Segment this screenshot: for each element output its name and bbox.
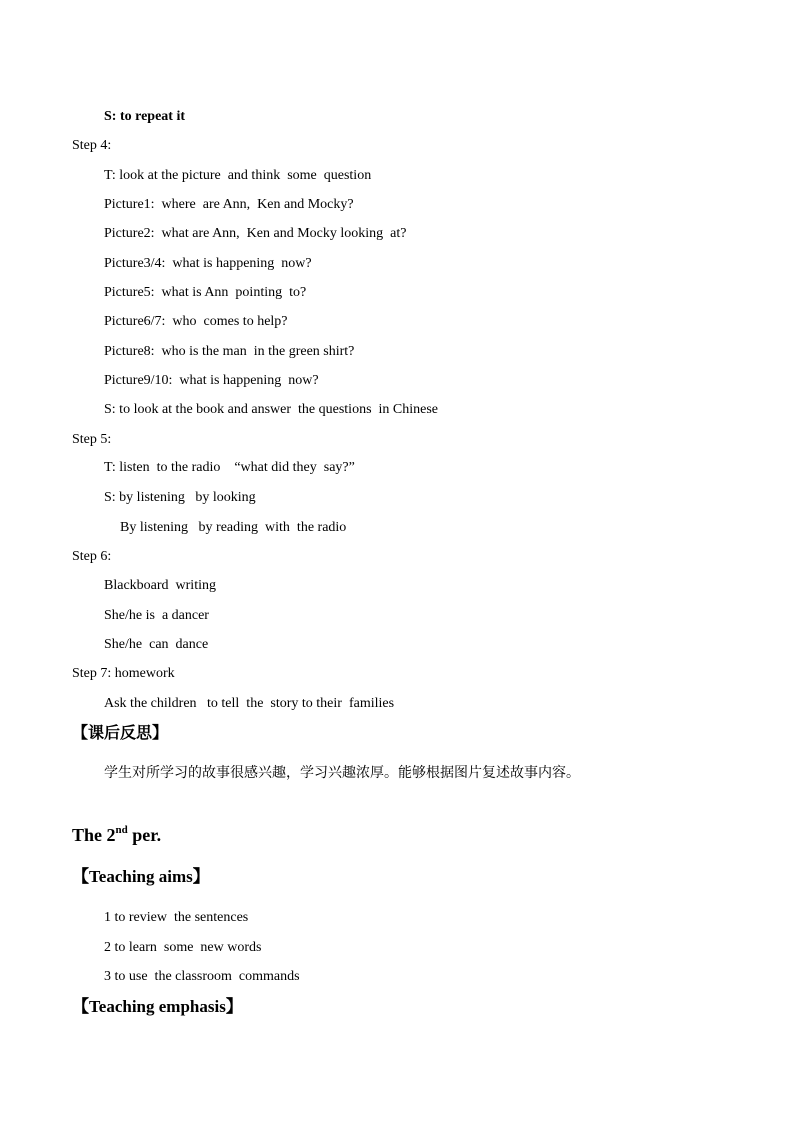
step5-sub-item: By listening by reading with the radio (120, 520, 347, 535)
step4-item: Picture9/10: what is happening now? (104, 373, 319, 388)
step5-label: Step 5: (72, 432, 112, 447)
step4-item: Picture1: where are Ann, Ken and Mocky? (104, 197, 354, 212)
step4-item: Picture2: what are Ann, Ken and Mocky looking at? (104, 226, 407, 241)
teaching-aim-item: 3 to use the classroom commands (104, 969, 300, 984)
period-title-post: per. (127, 825, 162, 845)
step5-item: T: listen to the radio “what did they say?” (104, 460, 355, 475)
period-title-sup: nd (115, 824, 128, 836)
step7-item: Ask the children to tell the story to their families (104, 696, 395, 711)
step6-item: Blackboard writing (104, 578, 216, 593)
step7-label: Step 7: homework (72, 666, 175, 681)
period-title (72, 823, 161, 847)
teaching-aims-heading: 【Teaching aims】 (72, 867, 210, 886)
teaching-aim-item: 2 to learn some new words (104, 940, 262, 955)
step4-item: S: to look at the book and answer the questions in Chinese (104, 402, 439, 417)
step4-item: Picture8: who is the man in the green shirt? (104, 344, 355, 359)
step4-item: Picture5: what is Ann pointing to? (104, 285, 307, 300)
reflection-text: 学生对所学习的故事很感兴趣，学习兴趣浓厚。能够根据图片复述故事内容。 (104, 765, 580, 781)
teaching-aim-item: 1 to review the sentences (104, 910, 249, 925)
step4-item: T: look at the picture and think some question (104, 168, 372, 183)
step5-item: S: by listening by looking (104, 490, 256, 505)
step6-item: She/he is a dancer (104, 608, 209, 623)
step4-label: Step 4: (72, 138, 112, 153)
student-repeat-line: S: to repeat it (104, 109, 185, 124)
step4-item: Picture3/4: what is happening now? (104, 256, 312, 271)
step6-label: Step 6: (72, 549, 112, 564)
period-title-pre: The 2 (72, 825, 116, 845)
teaching-emphasis-heading: 【Teaching emphasis】 (72, 997, 243, 1016)
step6-item: She/he can dance (104, 637, 209, 652)
step4-item: Picture6/7: who comes to help? (104, 314, 288, 329)
reflection-heading: 【课后反思】 (72, 723, 169, 742)
